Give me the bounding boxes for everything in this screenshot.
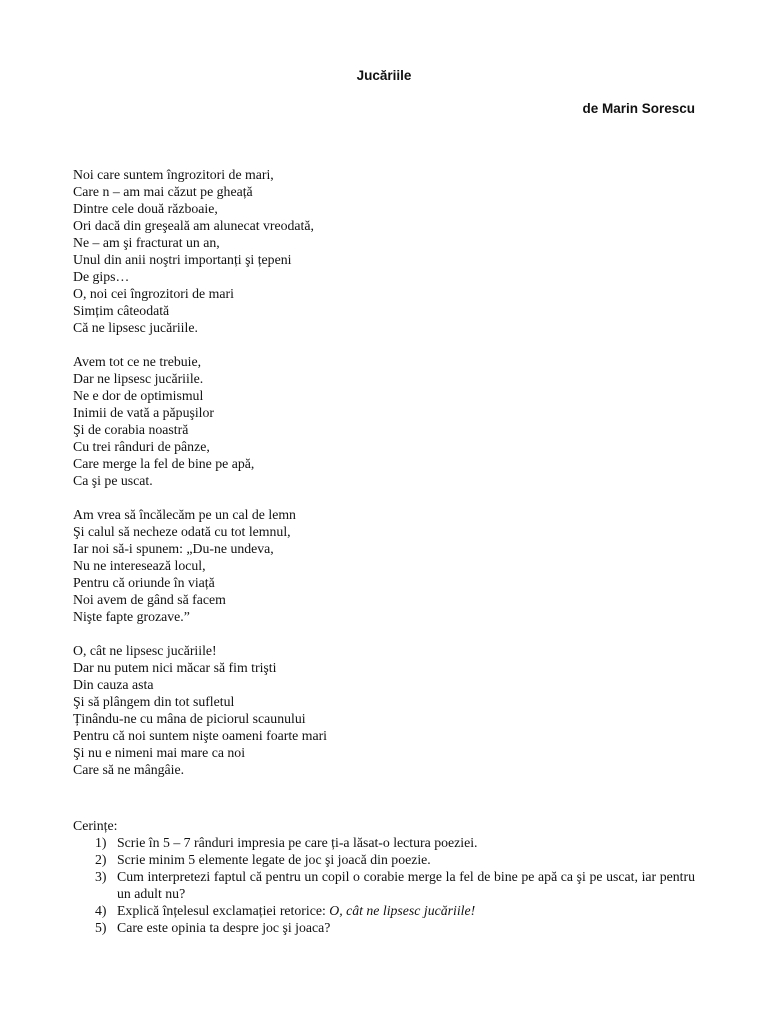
task-number: 4)	[95, 903, 107, 918]
poem-line: Am vrea să încălecăm pe un cal de lemn	[73, 507, 296, 522]
poem-line: Nişte fapte grozave.”	[73, 609, 190, 624]
poem-line: Şi nu e nimeni mai mare ca noi	[73, 745, 246, 760]
poem-line: Şi de corabia noastră	[73, 422, 189, 437]
poem-stanza	[73, 353, 693, 489]
poem-line: Din cauza asta	[73, 677, 154, 692]
poem-title: Jucăriile	[356, 68, 412, 83]
poem-line: Care merge la fel de bine pe apă,	[73, 456, 255, 471]
task-number: 5)	[95, 920, 107, 935]
poem-line: Şi calul să necheze odată cu tot lemnul,	[73, 524, 291, 539]
poem-body	[73, 166, 693, 795]
poem-line: Dar ne lipsesc jucăriile.	[73, 371, 204, 386]
poem-line: Ne – am şi fracturat un an,	[73, 235, 220, 250]
poem-line: Simțim câteodată	[73, 303, 170, 318]
poem-line: Ne e dor de optimismul	[73, 388, 204, 403]
task-item	[73, 902, 695, 919]
poem-line: Cu trei rânduri de pânze,	[73, 439, 210, 454]
task-text: Scrie minim 5 elemente legate de joc şi joacă din poezie.	[117, 852, 431, 867]
poem-line: Pentru că oriunde în viață	[73, 575, 215, 590]
poem-line: O, noi cei îngrozitori de mari	[73, 286, 234, 301]
task-item	[73, 834, 695, 851]
task-number: 3)	[95, 869, 107, 884]
task-item	[73, 919, 695, 936]
poem-line: Nu ne interesează locul,	[73, 558, 206, 573]
poem-line: Iar noi să-i spunem: „Du-ne undeva,	[73, 541, 274, 556]
task-item	[73, 868, 695, 902]
poem-line: Avem tot ce ne trebuie,	[73, 354, 202, 369]
poem-line: Pentru că noi suntem nişte oameni foarte mari	[73, 728, 328, 743]
task-item	[73, 851, 695, 868]
task-text: Cum interpretezi faptul că pentru un copil o corabie merge la fel de bine pe apă ca şi pe uscat, iar pentru un adult nu?	[117, 869, 695, 901]
poem-line: Ținându-ne cu mâna de piciorul scaunului	[73, 711, 306, 726]
poem-line: Unul din anii noştri importanți şi țepeni	[73, 252, 292, 267]
tasks-section	[73, 817, 695, 936]
poem-line: Care n – am mai căzut pe gheață	[73, 184, 253, 199]
poem-line: O, cât ne lipsesc jucăriile!	[73, 643, 217, 658]
poem-line: Că ne lipsesc jucăriile.	[73, 320, 198, 335]
task-list	[73, 834, 695, 936]
poem-line: Inimii de vată a păpuşilor	[73, 405, 214, 420]
task-text: Explică înțelesul exclamației retorice:	[117, 903, 330, 918]
tasks-heading: Cerințe:	[73, 818, 118, 833]
poem-stanza	[73, 166, 693, 336]
poem-line: Dar nu putem nici măcar să fim trişti	[73, 660, 277, 675]
poem-line: Ca şi pe uscat.	[73, 473, 153, 488]
poem-line: Care să ne mângâie.	[73, 762, 185, 777]
poem-stanza	[73, 642, 693, 778]
poem-line: Şi să plângem din tot sufletul	[73, 694, 235, 709]
task-text: Care este opinia ta despre joc şi joaca?	[117, 920, 331, 935]
poem-line: Ori dacă din greşeală am alunecat vreodată,	[73, 218, 314, 233]
task-number: 2)	[95, 852, 107, 867]
task-number: 1)	[95, 835, 107, 850]
poem-line: Dintre cele două războaie,	[73, 201, 218, 216]
poem-line: Noi avem de gând să facem	[73, 592, 226, 607]
task-text: Scrie în 5 – 7 rânduri impresia pe care ți-a lăsat-o lectura poeziei.	[117, 835, 478, 850]
poem-line: Noi care suntem îngrozitori de mari,	[73, 167, 274, 182]
poem-stanza	[73, 506, 693, 625]
poem-author: de Marin Sorescu	[582, 101, 695, 116]
task-quote: O, cât ne lipsesc jucăriile!	[329, 903, 476, 918]
poem-line: De gips…	[73, 269, 130, 284]
